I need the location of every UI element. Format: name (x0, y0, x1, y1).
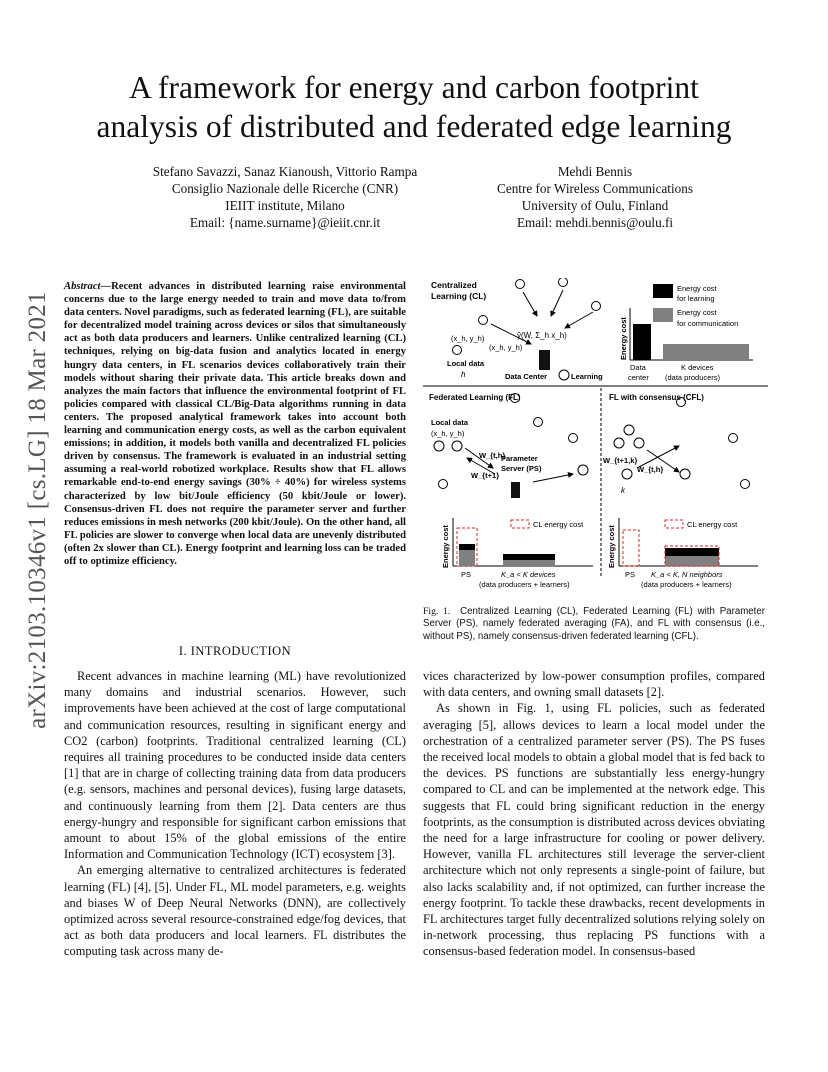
data-center-icon (539, 350, 550, 370)
sample-label: (x_h, y_h) (431, 429, 465, 438)
title-line-1: A framework for energy and carbon footprint (129, 70, 699, 105)
device-icons (614, 398, 750, 489)
device-icon (622, 469, 632, 479)
figure-caption (423, 606, 765, 643)
local-data-label: Local data (431, 418, 469, 427)
legend-swatch-cl (511, 520, 529, 528)
ps-label: Server (PS) (501, 464, 542, 473)
paper-title (60, 68, 768, 146)
legend-label: CL energy cost (687, 520, 738, 529)
arxiv-identifier: arXiv:2103.10346v1 [cs.LG] 18 Mar 2021 (24, 291, 51, 729)
x-tick-label: Data (630, 363, 646, 372)
legend-label: CL energy cost (533, 520, 584, 529)
caption-text: Centralized Learning (CL), Federated Learning (FL) with Parameter Server (PS), namely federated averaging (FA), and FL with consensus (i.e., without PS), namely consensus-driven federated learning (CFL). (423, 606, 765, 642)
section-heading: I. INTRODUCTION (178, 644, 292, 658)
cfl-title: FL with consensus (CFL) (609, 393, 704, 402)
abstract (64, 280, 406, 568)
x-tick-label: K devices (681, 363, 714, 372)
bar-learning-datacenter (633, 324, 651, 360)
x-tick-label: (data producers + learners) (479, 580, 570, 589)
y-axis-label: Energy cost (607, 525, 616, 568)
right-column (423, 668, 765, 960)
fl-title: Federated Learning (FL) (429, 393, 521, 402)
author-email: Email: {name.surname}@ieiit.cnr.it (189, 215, 381, 230)
title-line-2: analysis of distributed and federated edge learning (96, 109, 732, 144)
device-icons (434, 394, 588, 489)
x-tick-label: (data producers) (665, 373, 721, 382)
bar-communication-devices (665, 556, 719, 566)
device-icon (624, 425, 634, 435)
author-affiliation: Centre for Wireless Communications (497, 181, 693, 196)
upload-arrow (523, 292, 537, 316)
device-icon (559, 278, 568, 287)
left-column (64, 668, 406, 960)
x-tick-label: PS (625, 570, 636, 579)
device-icon (453, 346, 462, 355)
author-affiliation: IEIIT institute, Milano (225, 198, 345, 213)
device-icon (534, 418, 543, 427)
cl-cost-bar (623, 530, 639, 566)
download-arrow (533, 474, 573, 482)
device-icon (614, 438, 624, 448)
sample-label: (x_h, y_h) (489, 343, 523, 352)
paragraph: Recent advances in machine learning (ML) have revolutionized many domains and industrial scenarios. However, such improvements have been achieved at the cost of large computational and communication resources, resulting in significant energy and CO2 (carbon) footprints. Traditional centralized learning (CL) requires all training procedures to be conducted inside data centers [1] that are in charge of collecting training data from data producers (e.g. sensors, machines and personal devices), fusing large datasets, and continuously learning from them [2]. Data centers are thus energy-hungry and responsible for significant carbon emissions that amount to about 15% of the global emissions of the entire Information and Communication Technology (ICT) ecosystem [3]. (64, 669, 406, 862)
abstract-label: Abstract (64, 281, 101, 292)
x-tick-label: K_a < K, N neighbors (651, 570, 723, 579)
upload-arrow (551, 290, 563, 316)
author-names: Mehdi Bennis (557, 164, 633, 179)
bar-learning-devices (503, 554, 555, 560)
x-tick-label: K_a < K devices (501, 570, 556, 579)
legend-label: for learning (677, 294, 715, 303)
author-block-left (110, 163, 460, 231)
bar-learning-ps (459, 544, 475, 550)
weight-label: W_{t,h} (479, 451, 506, 460)
device-icon (516, 280, 525, 289)
caption-label: Fig. 1. (423, 606, 451, 617)
author-affiliation: University of Oulu, Finland (521, 198, 669, 213)
ps-label: Parameter (501, 454, 538, 463)
device-icon (434, 441, 444, 451)
author-affiliation: Consiglio Nazionale delle Ricerche (CNR) (171, 181, 399, 196)
author-block-right (470, 163, 720, 231)
cl-title: Centralized (431, 280, 477, 290)
parameter-server-icon (511, 482, 520, 498)
bar-communication-devices (663, 344, 749, 360)
y-axis-label: Energy cost (619, 317, 628, 360)
learning-label: Learning (571, 372, 603, 381)
paragraph: vices characterized by low-power consumption profiles, compared with data centers, and owning small datasets [2]. (423, 669, 765, 700)
weight-label: W_{t+1} (471, 471, 500, 480)
legend-label: Energy cost (677, 308, 717, 317)
device-icon (569, 434, 578, 443)
legend-label: for communication (677, 319, 739, 328)
x-tick-label: center (628, 373, 649, 382)
paragraph: As shown in Fig. 1, using FL policies, such as federated averaging [5], allows devices to learn a local model under the orchestration of a centralized parameter server (PS). The PS fuses the received local models to obtain a global model that is fed back to the devices. PS functions are substantially less energy-hungry compared to CL and can be implemented at the network edge. This suggests that FL could bring significant reduction in the energy footprints, as the consumption is distributed across devices obviating the need for a large infrastructure for cooling or power delivery. However, vanilla FL architectures still leverage the server-client architecture which not only represents a single-point of failure, but also lacks scalability and, if not optimized, can further increase the energy footprint. To tackle these drawbacks, recent developments in FL architectures target fully decentralized solutions relying solely on in-network processing, thus replacing PS functions with a consensus-based federation model. In consensus-based (423, 701, 765, 959)
y-axis-label: Energy cost (441, 525, 450, 568)
bar-learning-devices (665, 548, 719, 556)
device-icon (479, 316, 488, 325)
legend-swatch-cl (665, 520, 683, 528)
figure-1 (423, 278, 768, 596)
x-tick-label: (data producers + learners) (641, 580, 732, 589)
bar-communication-ps (459, 550, 475, 566)
bar-communication-devices (503, 560, 555, 566)
device-icon (741, 480, 750, 489)
local-data-label: Local data (447, 359, 485, 368)
learning-icon (559, 370, 569, 380)
device-icon (680, 469, 690, 479)
global-model-label: ŷ(W, Σ_h x_h) (517, 331, 567, 340)
device-icon (729, 434, 738, 443)
device-icon (578, 465, 588, 475)
upload-arrow (565, 312, 593, 328)
data-center-label: Data Center (505, 372, 548, 381)
device-icon (452, 441, 462, 451)
x-tick-label: PS (461, 570, 472, 579)
legend-swatch-learning (653, 284, 673, 298)
sample-label: (x_h, y_h) (451, 334, 485, 343)
paragraph: An emerging alternative to centralized architectures is federated learning (FL) [4], [5]. Under FL, ML model parameters, e.g. weights and biases W of Deep Neural Networks (DNN), are collectively optimized across several resource-constrained edge/fog devices, that act as both data producers and local learners. FL distributes the computing task across many de- (64, 863, 406, 959)
legend-label: Energy cost (677, 284, 717, 293)
weight-label: W_{t+1,k} (603, 456, 638, 465)
cl-title: Learning (CL) (431, 291, 487, 301)
device-index-label: h (461, 370, 466, 379)
arxiv-stamp (10, 240, 66, 780)
author-email: Email: mehdi.bennis@oulu.fi (516, 215, 674, 230)
device-icon (592, 302, 601, 311)
device-icon (439, 480, 448, 489)
legend-swatch-communication (653, 308, 673, 322)
author-names: Stefano Savazzi, Sanaz Kianoush, Vittorio Rampa (152, 164, 418, 179)
abstract-text: —Recent advances in distributed learning raise environmental concerns due to the large energy needed to train and move data to/from data centers. Novel paradigms, such as federated learning (FL), are suitable for decentralized model training across devices or silos that simultaneously act as both data producers and learners. Unlike centralized learning (CL) techniques, relying on big-data fusion and analytics located in energy hungry data centers, in FL scenarios devices collaboratively train their models without sharing their private data. This article breaks down and analyzes the main factors that influence the environmental footprint of FL policies compared with classical CL/Big-Data algorithms running in data centers. The proposed analytical framework takes into account both learning and communication energy costs, as well as the carbon equivalent emissions; in addition, it models both vanilla and decentralized FL policies driven by consensus. The framework is evaluated in an industrial setting assuming a real-world robotized workplace. Results show that FL allows remarkable end-to-end energy savings (30% ÷ 40%) for wireless systems characterized by low bit/Joule efficiency (50 kbit/Joule or lower). Consensus-driven FL does not require the parameter server and further reduces emissions in mesh networks (200 kbit/Joule). On the other hand, all FL policies are slower to converge when local data are unevenly distributed (often 2x slower than CL). Energy footprint and learning loss can be traded off to optimize efficiency. (64, 281, 407, 567)
weight-label: W_{t,h} (637, 465, 664, 474)
device-icon (634, 438, 644, 448)
device-index-label: k (621, 486, 625, 495)
